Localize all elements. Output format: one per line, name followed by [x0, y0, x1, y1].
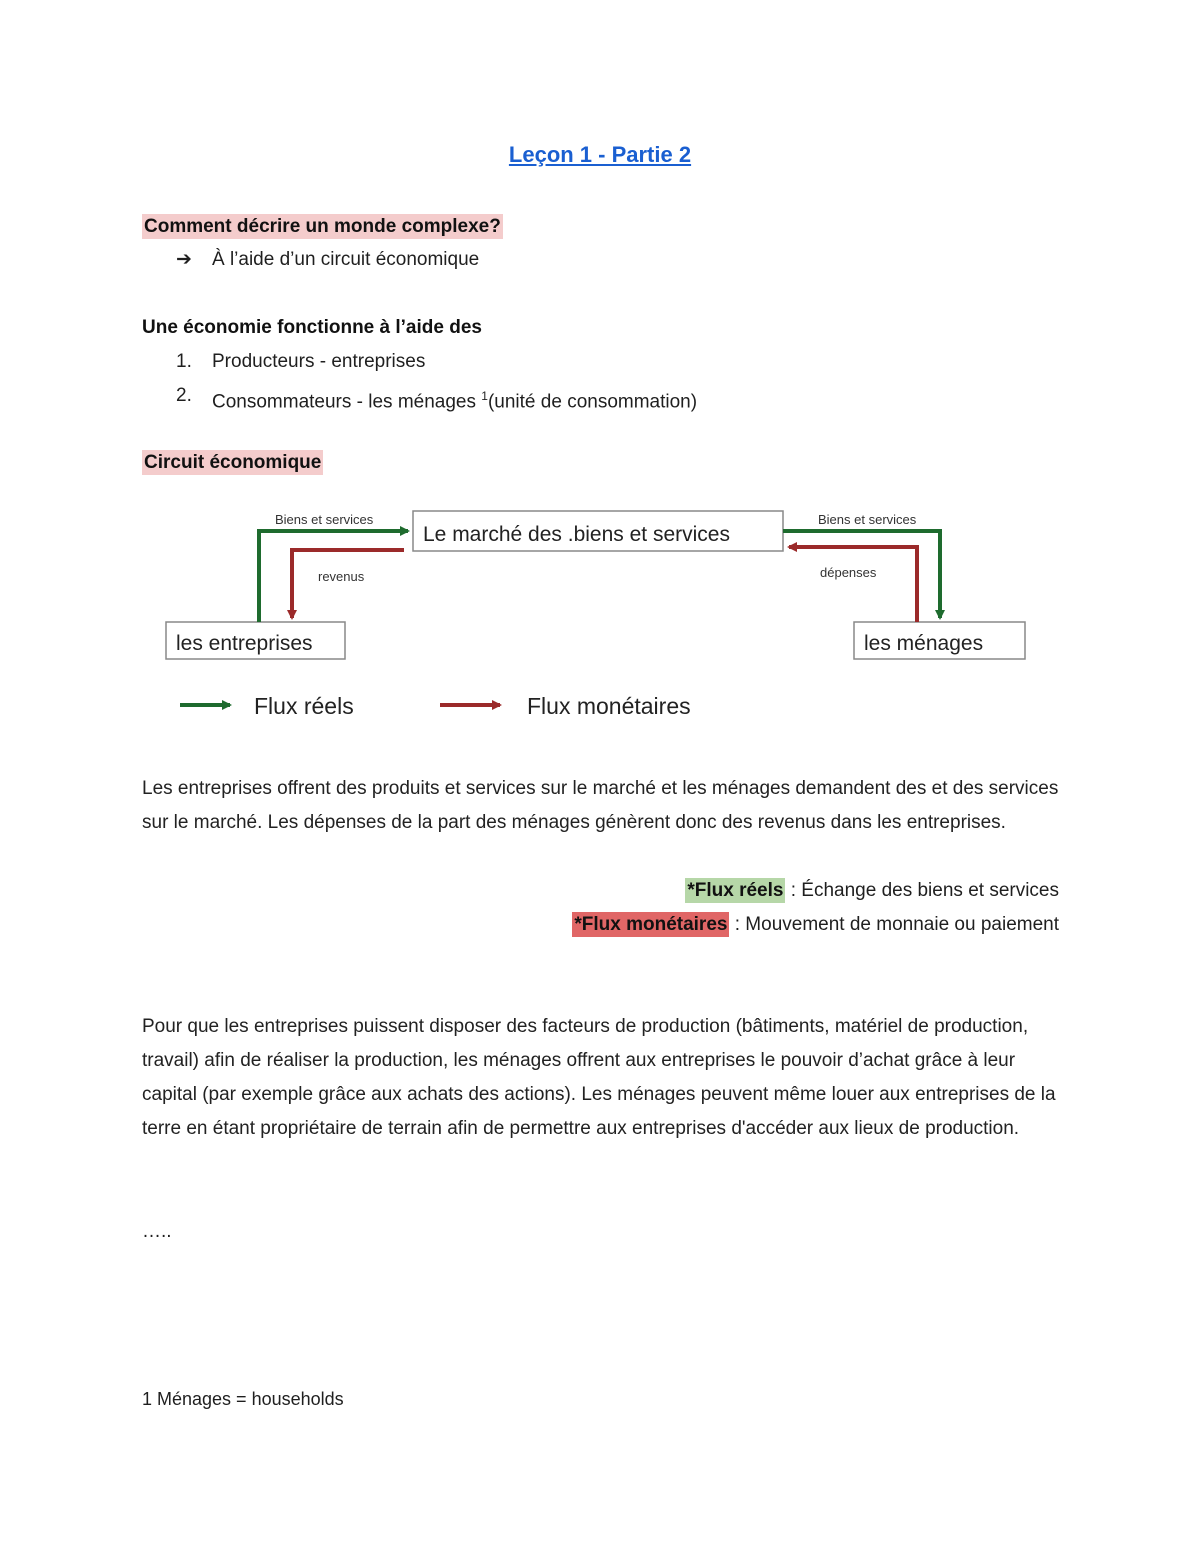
- definition-term: *Flux monétaires: [574, 914, 728, 935]
- economic-circuit-diagram: [150, 500, 1050, 740]
- ellipsis: …..: [142, 1221, 172, 1242]
- list-item-text: Consommateurs - les ménages: [212, 391, 482, 413]
- definition-text: : Mouvement de monnaie ou paiement: [729, 914, 1059, 935]
- heading-text: Circuit économique: [144, 452, 322, 473]
- market-label: Le marché des .biens et services: [423, 523, 730, 546]
- list-item-number: 1.: [176, 351, 192, 372]
- section-heading-economy: Une économie fonctionne à l’aide des: [142, 317, 482, 338]
- definition-text: : Échange des biens et services: [785, 880, 1059, 901]
- definition-term: *Flux réels: [687, 880, 784, 901]
- right-top-label: Biens et services: [818, 512, 917, 527]
- left-mid-label: revenus: [318, 569, 365, 584]
- monetary-flow-arrow-left: [292, 550, 404, 618]
- section-heading-complex-world: [142, 215, 503, 239]
- definition-monetary-flow: [572, 913, 1059, 937]
- left-top-label: Biens et services: [275, 512, 374, 527]
- page-title: Leçon 1 - Partie 2: [508, 142, 692, 167]
- list-item: [212, 384, 697, 414]
- definition-real-flow: [685, 879, 1059, 903]
- footnote: 1 Ménages = households: [142, 1389, 344, 1409]
- paragraph-production-factors: Pour que les entreprises puissent disposer des facteurs de production (bâtiments, matériel de production, travail) afin de réaliser la production, les ménages offrent aux entreprises le pouvoir d’achat grâce à leur capital (par exemple grâce aux achats des actions). Les ménages peuvent même louer aux entreprises de la terre en étant propriétaire de terrain afin de permettre aux entreprises d'accéder aux lieux de production.: [142, 1016, 1056, 1139]
- paragraph-circuit-explanation: Les entreprises offrent des produits et services sur le marché et les ménages demandent des et des services sur le marché. Les dépenses de la part des ménages génèrent donc des revenus dans les entreprises.: [142, 778, 1059, 833]
- list-item-number: 2.: [176, 385, 192, 406]
- footnote-ref[interactable]: 1: [481, 389, 488, 403]
- list-item: Producteurs - entreprises: [212, 351, 426, 372]
- bullet-text: À l’aide d’un circuit économique: [212, 249, 480, 270]
- legend-real-label: Flux réels: [254, 693, 354, 719]
- households-label: les ménages: [864, 632, 984, 655]
- list-item-suffix: (unité de consommation): [487, 391, 698, 413]
- firms-label: les entreprises: [176, 632, 313, 655]
- legend-monetary-label: Flux monétaires: [527, 693, 691, 719]
- heading-text: Comment décrire un monde complexe?: [144, 216, 501, 237]
- section-heading-circuit: [142, 451, 323, 475]
- monetary-flow-arrow-right: [789, 547, 917, 622]
- right-mid-label: dépenses: [820, 565, 877, 580]
- bullet-arrow-icon: ➔: [176, 249, 192, 270]
